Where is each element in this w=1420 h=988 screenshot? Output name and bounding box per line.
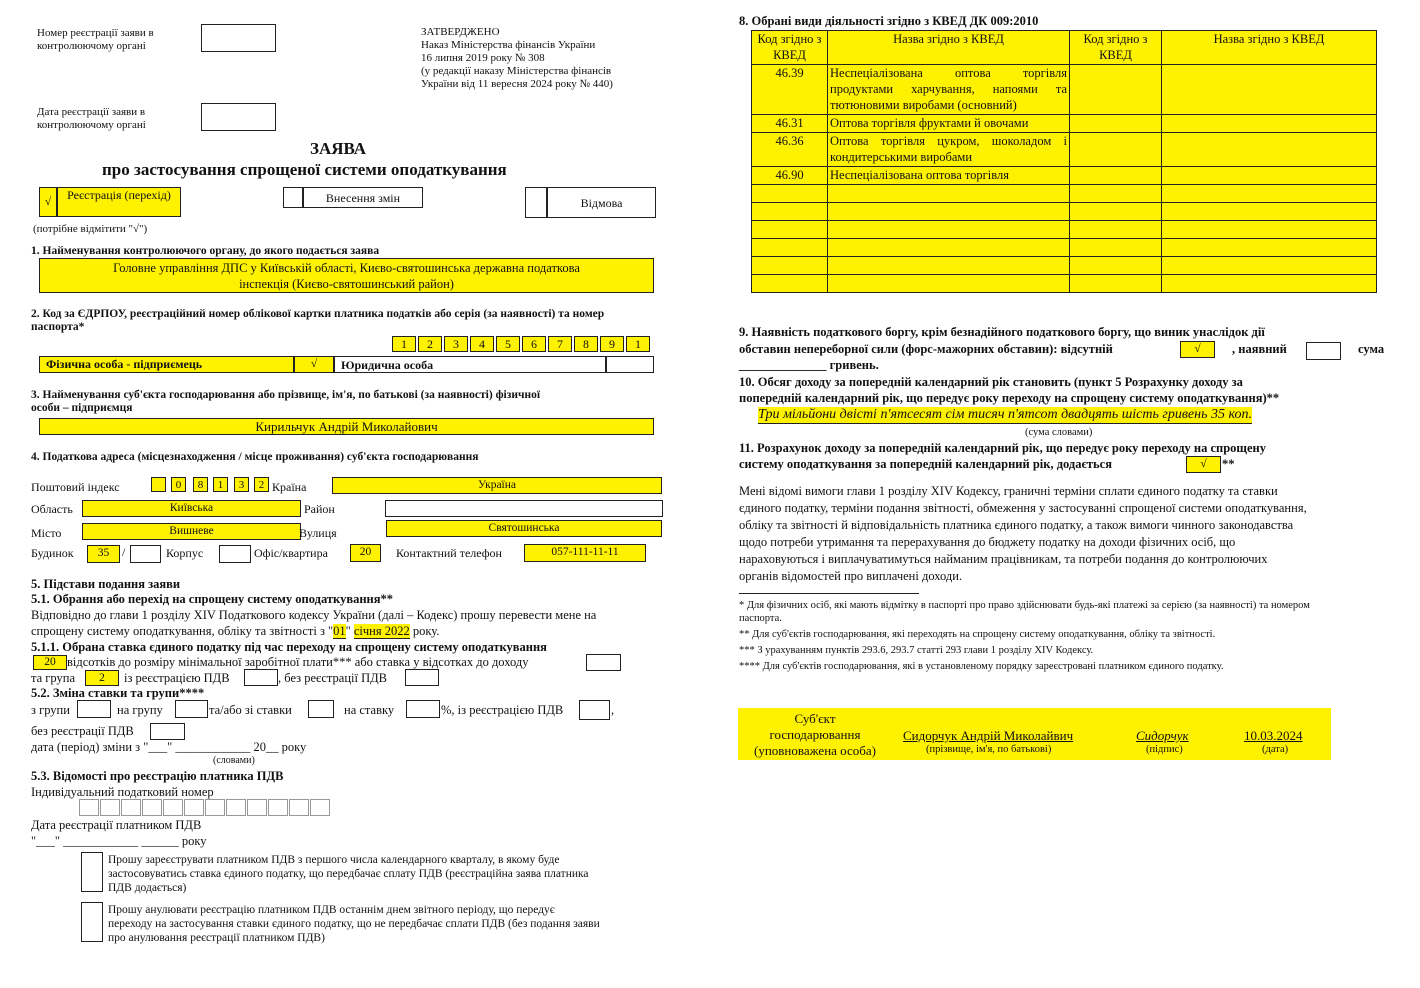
city-label: Місто [31, 526, 62, 540]
debt-absent-checkbox[interactable]: √ [1180, 341, 1215, 358]
building-slash: / [122, 545, 126, 559]
approved-line: України від 11 вересня 2024 року № 440) [421, 78, 613, 90]
signature[interactable]: Сидорчук [1136, 728, 1189, 743]
district-field[interactable] [385, 500, 663, 517]
district-label: Район [304, 502, 335, 516]
table-row [752, 275, 1377, 293]
section511-heading: 5.1.1. Обрана ставка єдиного податку під час переходу на спрощену систему оподаткування [31, 640, 547, 654]
pct-vat-label: %, із реєстрацією ПДВ [441, 703, 564, 717]
id-digit[interactable]: 1 [392, 336, 416, 352]
taxpayer-name-field[interactable]: Кирильчук Андрій Миколайович [39, 418, 654, 435]
table-row [752, 115, 1377, 133]
section9-line2: обставин непереборної сили (форс-мажорних обставин): відсутній [739, 342, 1113, 356]
kved-name[interactable]: Оптова торгівля фруктами й овочами [828, 115, 1070, 133]
id-digit[interactable]: 3 [444, 336, 468, 352]
from-group-field[interactable] [77, 700, 111, 718]
tax-office-field[interactable] [39, 258, 654, 293]
vat-cancel-line: переходу на застосування ставки єдиного податку, що не передбачає сплати ПДВ (без подання заяви [108, 918, 600, 930]
ipn-cell[interactable] [268, 799, 288, 816]
amount-caption: (сума словами) [1025, 427, 1093, 438]
comma: , [611, 703, 615, 717]
korpus-label: Корпус [166, 546, 204, 560]
kved-code[interactable] [1070, 275, 1162, 293]
to-rate-label: на ставку [344, 703, 395, 717]
notice-paragraph [739, 483, 1389, 585]
income-calc-checkbox[interactable]: √ [1186, 456, 1221, 473]
kved-name[interactable] [828, 203, 1070, 221]
ipn-cell[interactable] [205, 799, 225, 816]
tax-office-line: Головне управління ДПС у Київській області, Києво-святошинська державна податкова [113, 261, 580, 275]
kved-name[interactable] [828, 239, 1070, 257]
building-label: Будинок [31, 546, 74, 560]
postal-digit[interactable]: 1 [213, 477, 228, 492]
kved-name[interactable] [1162, 239, 1377, 257]
kved-code[interactable] [752, 221, 828, 239]
kved-code[interactable]: 46.90 [752, 167, 828, 185]
from-rate-field[interactable] [308, 700, 334, 718]
vat-register-checkbox[interactable] [81, 852, 103, 892]
check-note: (потрібне відмітити "√") [33, 223, 148, 235]
postal-digit[interactable]: 2 [254, 477, 269, 492]
approved-line: Наказ Міністерства фінансів України [421, 39, 596, 51]
kved-code[interactable] [1070, 167, 1162, 185]
ipn-cell[interactable] [163, 799, 183, 816]
kved-name[interactable] [828, 275, 1070, 293]
changes-option[interactable]: Внесення змін [303, 187, 423, 208]
table-row [752, 185, 1377, 203]
kved-code[interactable] [752, 185, 828, 203]
table-row [752, 239, 1377, 257]
footnote: ** Для суб'єктів господарювання, які переходять на спрощену систему оподаткування, обліку та звітності. [739, 629, 1216, 640]
section51-heading: 5.1. Обрання або перехід на спрощену систему оподаткування** [31, 592, 393, 606]
kved-name[interactable] [1162, 115, 1377, 133]
kved-header-code: Код згідно з КВЕД [1070, 31, 1162, 65]
table-row [752, 221, 1377, 239]
postal-digit[interactable]: 8 [193, 477, 208, 492]
kved-name[interactable] [1162, 133, 1377, 167]
footnotes [739, 599, 1310, 673]
ipn-cell[interactable] [184, 799, 204, 816]
section3-heading [31, 389, 540, 415]
from-group-label: з групи [31, 703, 70, 717]
kved-code[interactable] [1070, 65, 1162, 115]
section4-heading: 4. Податкова адреса (місцезнаходження / місце проживання) суб'єкта господарювання [31, 451, 479, 463]
kved-table [751, 30, 1377, 293]
novat-label: , без реєстрації ПДВ [278, 671, 387, 685]
group-label: та група [31, 671, 75, 685]
kved-name[interactable]: Оптова торгівля цукром, шоколадом і кондитерськими виробами [828, 133, 1070, 167]
kved-code[interactable] [1070, 221, 1162, 239]
section53-heading: 5.3. Відомості про реєстрацію платника ПДВ [31, 769, 284, 783]
kved-name[interactable] [828, 221, 1070, 239]
id-digit[interactable]: 9 [600, 336, 624, 352]
id-digit[interactable]: 5 [496, 336, 520, 352]
legal-entity-option[interactable]: Юридична особа [334, 356, 606, 373]
debt-sum-label: сума [1358, 342, 1385, 356]
oblast-label: Область [31, 502, 73, 516]
id-digit[interactable]: 6 [522, 336, 546, 352]
kved-code[interactable]: 46.31 [752, 115, 828, 133]
city-field[interactable]: Вишневе [82, 523, 301, 540]
vat-date-label: Дата реєстрації платником ПДВ [31, 818, 202, 832]
no-vat-label: без реєстрації ПДВ [31, 724, 134, 738]
subject-label [745, 711, 885, 759]
vat-register-line: Прошу зареєструвати платником ПДВ з першого числа календарного кварталу, в якому буде [108, 854, 560, 866]
section11-line1: 11. Розрахунок доходу за попередній календарний рік, що передує року переходу на спрощену [739, 441, 1266, 455]
footnote: **** Для суб'єктів господарювання, які в установленому порядку зареєстровані платником єдиного податку. [739, 661, 1224, 672]
debt-sum-line[interactable]: ______________ гривень. [739, 358, 879, 372]
id-digit[interactable]: 8 [574, 336, 598, 352]
section9-line1: 9. Наявність податкового боргу, крім безнадійного податкового боргу, що виник унаслідок дії [739, 325, 1265, 339]
vat-field[interactable] [244, 669, 278, 686]
kved-code[interactable] [752, 257, 828, 275]
kved-name[interactable] [1162, 275, 1377, 293]
table-row [752, 167, 1377, 185]
korpus-field[interactable] [219, 545, 251, 563]
kved-header-name: Назва згідно з КВЕД [828, 31, 1070, 65]
reg-date-field[interactable] [201, 103, 276, 131]
notice-line: єдиного податку, терміни подання звітності, обмеження у застосуванні спрощеної системи оподаткування, [739, 501, 1307, 515]
approved-block [421, 26, 613, 91]
notice-line: нараховуються і виплачуватимуться найманим працівникам, та потреби подання до контролюючих [739, 552, 1268, 566]
vat-register-line: застосовуватись ставка єдиного податку, що передбачає сплату ПДВ (реєстраційна заява платника [108, 868, 589, 880]
id-digit[interactable]: 1 [626, 336, 650, 352]
subject-label-line: Суб'єкт [794, 711, 836, 726]
transition-month-year[interactable]: січня 2022 [353, 624, 410, 638]
kved-header-name: Назва згідно з КВЕД [1162, 31, 1377, 65]
signature-caption: (підпис) [1146, 744, 1183, 755]
section1-heading: 1. Найменування контролюючого органу, до якого подається заява [31, 245, 380, 257]
kved-code[interactable] [1070, 185, 1162, 203]
street-label: Вулиця [299, 526, 337, 540]
section2-heading-line: паспорта* [31, 321, 85, 333]
doc-title: ЗАЯВА [310, 139, 367, 158]
section51-date-text: спрощену систему оподаткування, обліку та звітності з " [31, 624, 334, 638]
notice-line: органів відомостей про виплачені доходи. [739, 569, 963, 583]
pct-vat-field[interactable] [579, 700, 610, 720]
section51-date-end: року. [409, 624, 440, 638]
section11-line2: систему оподаткування за попередній календарний рік, додається [739, 457, 1112, 471]
kved-code[interactable] [752, 203, 828, 221]
reg-date-label: Дата реєстрації заяви в контролюючому органі [37, 106, 146, 131]
refusal-checkbox[interactable] [525, 187, 547, 218]
ipn-label: Індивідуальний податковий номер [31, 785, 214, 799]
kved-name[interactable]: Неспеціалізована оптова торгівля продуктами харчування, напоями та тютюновими виробами (основний) [828, 65, 1070, 115]
postal-label: Поштовий індекс [31, 480, 120, 494]
section10-line1: 10. Обсяг доходу за попередній календарний рік становить (пункт 5 Розрахунку доходу за [739, 375, 1243, 389]
table-row [752, 133, 1377, 167]
id-digit[interactable]: 7 [548, 336, 572, 352]
kved-name[interactable] [1162, 221, 1377, 239]
vat-label: із реєстрацією ПДВ [124, 671, 230, 685]
approved-title: ЗАТВЕРДЖЕНО [421, 26, 500, 38]
building-field[interactable]: 35 [87, 545, 120, 563]
debt-present-checkbox[interactable] [1306, 342, 1341, 360]
date-change-line[interactable]: дата (період) зміни з "___" ____________ 20__ року [31, 740, 307, 754]
vat-cancel-line: про анулювання реєстрації платником ПДВ) [108, 932, 325, 944]
words-caption: (словами) [213, 755, 255, 766]
to-group-label: на групу [117, 703, 163, 717]
section3-heading-line: особи – підприємця [31, 402, 133, 414]
kved-code[interactable]: 46.39 [752, 65, 828, 115]
notice-line: щодо потреби утримання та перерахування до бюджету податку на доходи фізичних осіб, що [739, 535, 1236, 549]
transition-day[interactable]: 01 [333, 624, 346, 638]
registration-option[interactable]: Реєстрація (перехід) [57, 187, 181, 217]
notice-line: Мені відомі вимоги глави 1 розділу XIV Кодексу, граничні терміни сплати єдиного податку та ставки [739, 484, 1278, 498]
legal-entity-checkbox[interactable] [606, 356, 654, 373]
kved-name[interactable] [1162, 185, 1377, 203]
ipn-cell[interactable] [310, 799, 330, 816]
changes-checkbox[interactable] [283, 187, 303, 208]
section10-line2: попередній календарний рік, що передує року переходу на спрощену систему оподаткування)** [739, 391, 1280, 405]
table-row [752, 257, 1377, 275]
country-label: Країна [272, 480, 307, 494]
office-label: Офіс/квартира [254, 546, 328, 560]
ipn-cell[interactable] [79, 799, 99, 816]
income-calc-stars: ** [1222, 457, 1235, 471]
phone-label: Контактний телефон [396, 546, 502, 560]
footnote: * Для фізичних осіб, які мають відмітку в паспорті про право здійснювати будь-які платежі за серією (за наявності) та номером [739, 600, 1310, 611]
ipn-cell[interactable] [142, 799, 162, 816]
postal-digit[interactable]: 0 [171, 477, 186, 492]
approved-line: (у редакції наказу Міністерства фінансів [421, 65, 612, 77]
kved-name[interactable] [1162, 65, 1377, 115]
footnote: *** З урахуванням пунктів 293.6, 293.7 статті 293 глави 1 розділу XIV Кодексу. [739, 645, 1094, 656]
ipn-cell[interactable] [226, 799, 246, 816]
section5-heading: 5. Підстави подання заяви [31, 577, 181, 591]
kved-name[interactable] [1162, 167, 1377, 185]
id-digit[interactable]: 2 [418, 336, 442, 352]
physical-person-option[interactable]: Фізична особа - підприємець [39, 356, 294, 373]
table-row [752, 203, 1377, 221]
postal-digit[interactable]: 3 [234, 477, 249, 492]
vat-cancel-text [108, 903, 600, 945]
subject-label-line: (уповноважена особа) [754, 743, 876, 758]
kved-code[interactable] [1070, 133, 1162, 167]
vat-register-text [108, 853, 589, 895]
footnote-divider [739, 593, 919, 594]
no-vat-field[interactable] [150, 723, 185, 740]
ipn-cell[interactable] [121, 799, 141, 816]
section51-quote: " [345, 624, 354, 638]
footnote: паспорта. [739, 613, 782, 624]
vat-cancel-checkbox[interactable] [81, 902, 103, 942]
rate-income-field[interactable] [586, 654, 621, 671]
vat-register-line: ПДВ додається) [108, 882, 187, 894]
kved-code[interactable] [1070, 203, 1162, 221]
section51-date [31, 624, 439, 639]
section52-heading: 5.2. Зміна ставки та групи**** [31, 686, 205, 700]
from-rate-label: та/або зі ставки [209, 703, 292, 717]
signatory-name-caption: (прізвище, ім'я, по батькові) [926, 744, 1052, 755]
street-field[interactable]: Святошинська [386, 520, 662, 537]
kved-code[interactable] [752, 239, 828, 257]
notice-line: обліку та звітності й відповідальність платника єдиного податку, а також вимоги чинного законодавства [739, 518, 1294, 532]
kved-header-code: Код згідно з КВЕД [752, 31, 828, 65]
kved-code[interactable]: 46.36 [752, 133, 828, 167]
registration-checkbox[interactable]: √ [39, 187, 57, 217]
to-group-field[interactable] [175, 700, 208, 718]
vat-date-line[interactable]: "___" ____________ ______ року [31, 834, 207, 848]
reg-number-label: Номер реєстрації заяви в контролюючому органі [37, 27, 154, 52]
oblast-field[interactable]: Київська [82, 500, 301, 517]
tax-office-line: інспекція (Києво-святошинський район) [239, 277, 454, 291]
debt-present-label: , наявний [1232, 342, 1287, 356]
reg-number-field[interactable] [201, 24, 276, 52]
approved-line: 16 липня 2019 року № 308 [421, 52, 545, 64]
subject-label-line: господарювання [769, 727, 861, 742]
section2-heading-line: 2. Код за ЄДРПОУ, реєстраційний номер облікової картки платника податків або серія (за наявності) та номер [31, 308, 605, 320]
to-rate-field[interactable] [406, 700, 440, 718]
phone-field[interactable]: 057-111-11-11 [524, 544, 646, 562]
section8-heading: 8. Обрані види діяльності згідно з КВЕД ДК 009:2010 [739, 14, 1039, 28]
kved-code[interactable] [1070, 239, 1162, 257]
signature-date[interactable]: 10.03.2024 [1244, 728, 1303, 743]
ipn-cell[interactable] [100, 799, 120, 816]
rate-text: відсотків до розміру мінімальної заробітної плати*** або ставка у відсотках до доходу [67, 655, 529, 669]
country-field[interactable]: Україна [332, 477, 662, 494]
kved-name[interactable] [1162, 257, 1377, 275]
group-field[interactable]: 2 [85, 670, 119, 686]
section3-heading-line: 3. Найменування суб'єкта господарювання або прізвище, ім'я, по батькові (за наявності) фізичної [31, 389, 541, 401]
kved-name[interactable] [1162, 203, 1377, 221]
rate-percent-field[interactable]: 20 [33, 655, 67, 670]
kved-name[interactable] [828, 185, 1070, 203]
section51-text: Відповідно до глави 1 розділу XIV Податкового кодексу України (далі – Кодекс) прошу перевести мене на [31, 608, 597, 622]
kved-code[interactable] [752, 275, 828, 293]
income-amount-words[interactable]: Три мільйони двісті п'ятсесят сім тисяч п'ятсот двадцять шість гривень 35 коп. [758, 407, 1252, 422]
ipn-cell[interactable] [289, 799, 309, 816]
kved-name[interactable]: Неспеціалізована оптова торгівля [828, 167, 1070, 185]
signatory-name[interactable]: Сидорчук Андрій Миколайвич [903, 728, 1074, 743]
postal-digit[interactable] [151, 477, 166, 492]
refusal-option[interactable]: Відмова [547, 187, 656, 218]
section2-heading [31, 308, 604, 334]
novat-field[interactable] [405, 669, 439, 686]
kved-header-row [752, 31, 1377, 65]
kved-code[interactable] [1070, 115, 1162, 133]
kved-code[interactable] [1070, 257, 1162, 275]
table-row [752, 65, 1377, 115]
ipn-cell[interactable] [247, 799, 267, 816]
building-suffix-field[interactable] [130, 545, 161, 563]
physical-person-checkbox[interactable]: √ [294, 356, 334, 373]
signature-date-caption: (дата) [1262, 744, 1289, 755]
office-field[interactable]: 20 [350, 544, 381, 562]
id-digit[interactable]: 4 [470, 336, 494, 352]
doc-subtitle: про застосування спрощеної системи оподаткування [102, 160, 507, 179]
kved-name[interactable] [828, 257, 1070, 275]
vat-cancel-line: Прошу анулювати реєстрацію платником ПДВ останнім днем звітного періоду, що передує [108, 904, 555, 916]
